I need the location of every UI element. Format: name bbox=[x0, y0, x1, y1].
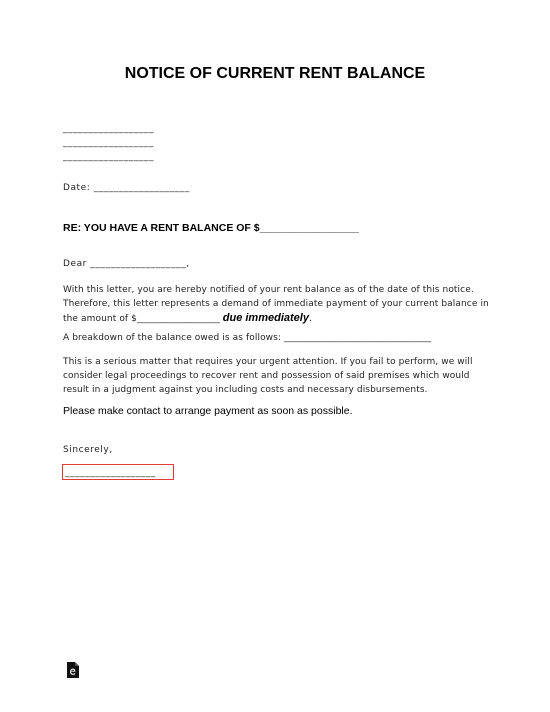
signature-line: __________________ bbox=[65, 468, 156, 478]
date-line: Date: ___________________ bbox=[63, 183, 190, 193]
re-line: RE: YOU HAVE A RENT BALANCE OF $_________________ bbox=[63, 222, 359, 234]
address-line-3: __________________ bbox=[63, 152, 154, 162]
notice-paragraph bbox=[63, 283, 493, 326]
address-line-2: __________________ bbox=[63, 138, 154, 148]
due-immediately-emphasis: due immediately bbox=[222, 312, 309, 324]
document-title: NOTICE OF CURRENT RENT BALANCE bbox=[124, 65, 426, 82]
contact-line: Please make contact to arrange payment as soon as possible. bbox=[63, 405, 353, 417]
closing: Sincerely, bbox=[63, 445, 113, 455]
warning-paragraph: This is a serious matter that requires your urgent attention. If you fail to perform, we will consider legal proceedings to recover rent and possession of said premises which would result in a judgment against you including costs and necessary disbursements. bbox=[63, 357, 473, 395]
address-line-1: __________________ bbox=[63, 124, 154, 134]
notice-paragraph-text: With this letter, you are hereby notified of your rent balance as of the date of this notice. Therefore, this letter represents a demand of immediate payment of your current balance in the amount of $__________________ bbox=[63, 285, 489, 324]
notice-paragraph-end: . bbox=[308, 314, 312, 324]
eforms-logo-icon bbox=[66, 662, 79, 678]
breakdown-paragraph: A breakdown of the balance owed is as follows: ________________________________ bbox=[63, 333, 432, 343]
salutation: Dear ___________________, bbox=[63, 259, 190, 269]
